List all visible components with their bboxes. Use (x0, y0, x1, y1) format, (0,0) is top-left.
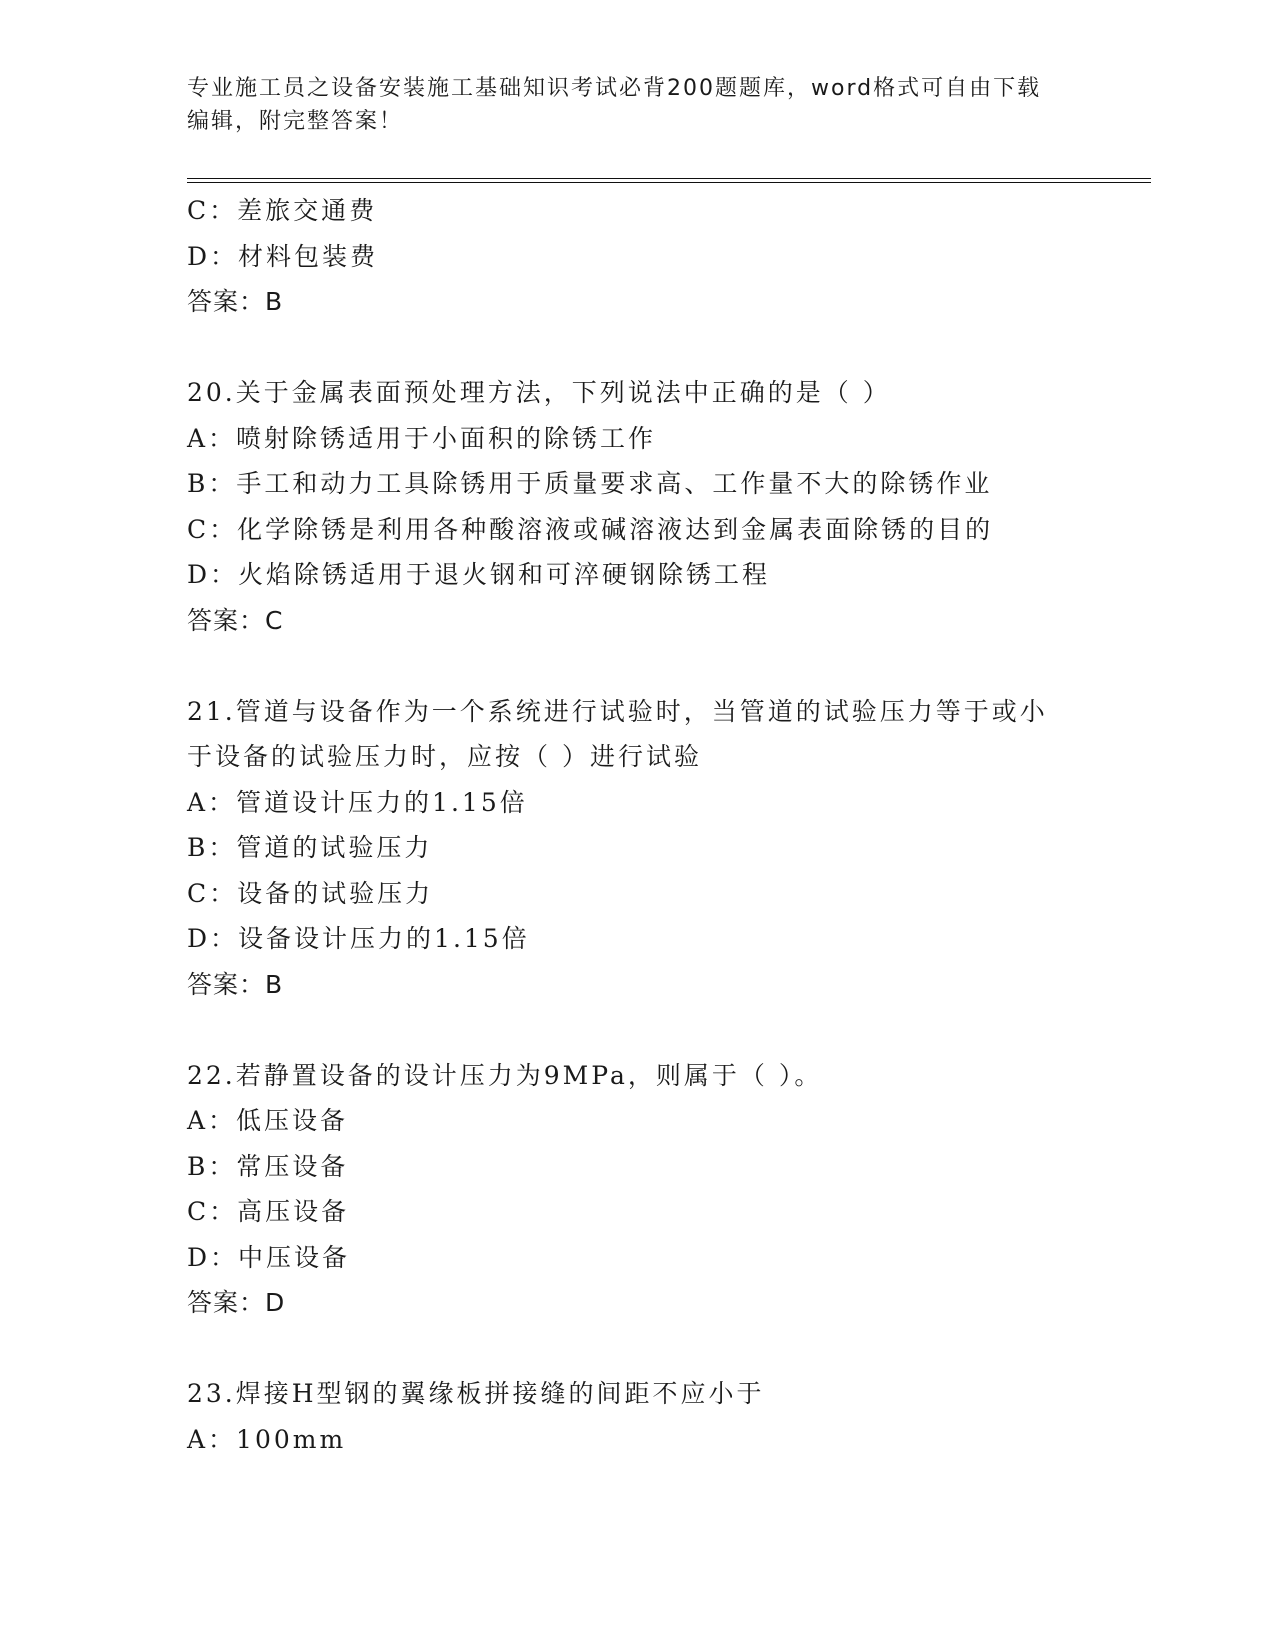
option-c: C：化学除锈是利用各种酸溶液或碱溶液达到金属表面除锈的目的 (187, 514, 994, 544)
option-b: B：手工和动力工具除锈用于质量要求高、工作量不大的除锈作业 (187, 469, 993, 498)
spacer (187, 643, 1087, 689)
spacer (187, 1007, 1087, 1053)
spacer (187, 1326, 1087, 1372)
option-a: A：低压设备 (187, 1106, 349, 1135)
answer: 答案：C (187, 605, 284, 635)
question-stem: 23.焊接H型钢的翼缘板拼接缝的间距不应小于 (187, 1379, 765, 1408)
header-line-2: 编辑，附完整答案！ (187, 109, 404, 134)
option-d: D：中压设备 (187, 1242, 351, 1272)
header-divider (187, 178, 1151, 183)
question-stem-line-2: 于设备的试验压力时，应按（ ）进行试验 (187, 742, 702, 771)
answer: 答案：B (187, 969, 284, 999)
spacer (187, 325, 1087, 371)
page-header (187, 72, 1087, 138)
option-c: C：差旅交通费 (187, 196, 378, 225)
option-d: D：材料包装费 (187, 241, 379, 271)
option-d: D：设备设计压力的1.15倍 (187, 924, 530, 953)
option-b: B：常压设备 (187, 1151, 349, 1181)
question-stem: 22.若静置设备的设计压力为9MPa，则属于（ ）。 (187, 1060, 823, 1090)
question-content (187, 188, 1087, 1462)
option-c: C：设备的试验压力 (187, 878, 434, 908)
question-23 (187, 1371, 1087, 1462)
header-line-1: 专业施工员之设备安装施工基础知识考试必背200题题库，word格式可自由下载 (187, 76, 1042, 101)
option-c: C：高压设备 (187, 1197, 350, 1226)
question-21 (187, 689, 1087, 1008)
answer: 答案：D (187, 1288, 286, 1317)
option-d: D：火焰除锈适用于退火钢和可淬硬钢除锈工程 (187, 560, 771, 589)
option-a: A：喷射除锈适用于小面积的除锈工作 (187, 423, 657, 453)
option-a: A：管道设计压力的1.15倍 (187, 787, 528, 817)
question-stem-line-1: 21.管道与设备作为一个系统进行试验时，当管道的试验压力等于或小 (187, 696, 1048, 726)
question-stem: 20.关于金属表面预处理方法，下列说法中正确的是（ ） (187, 378, 891, 407)
question-20 (187, 370, 1087, 643)
question-22 (187, 1053, 1087, 1326)
answer: 答案：B (187, 287, 284, 316)
option-a: A：100mm (187, 1424, 347, 1454)
option-b: B：管道的试验压力 (187, 833, 433, 862)
question-continuation (187, 188, 1087, 325)
